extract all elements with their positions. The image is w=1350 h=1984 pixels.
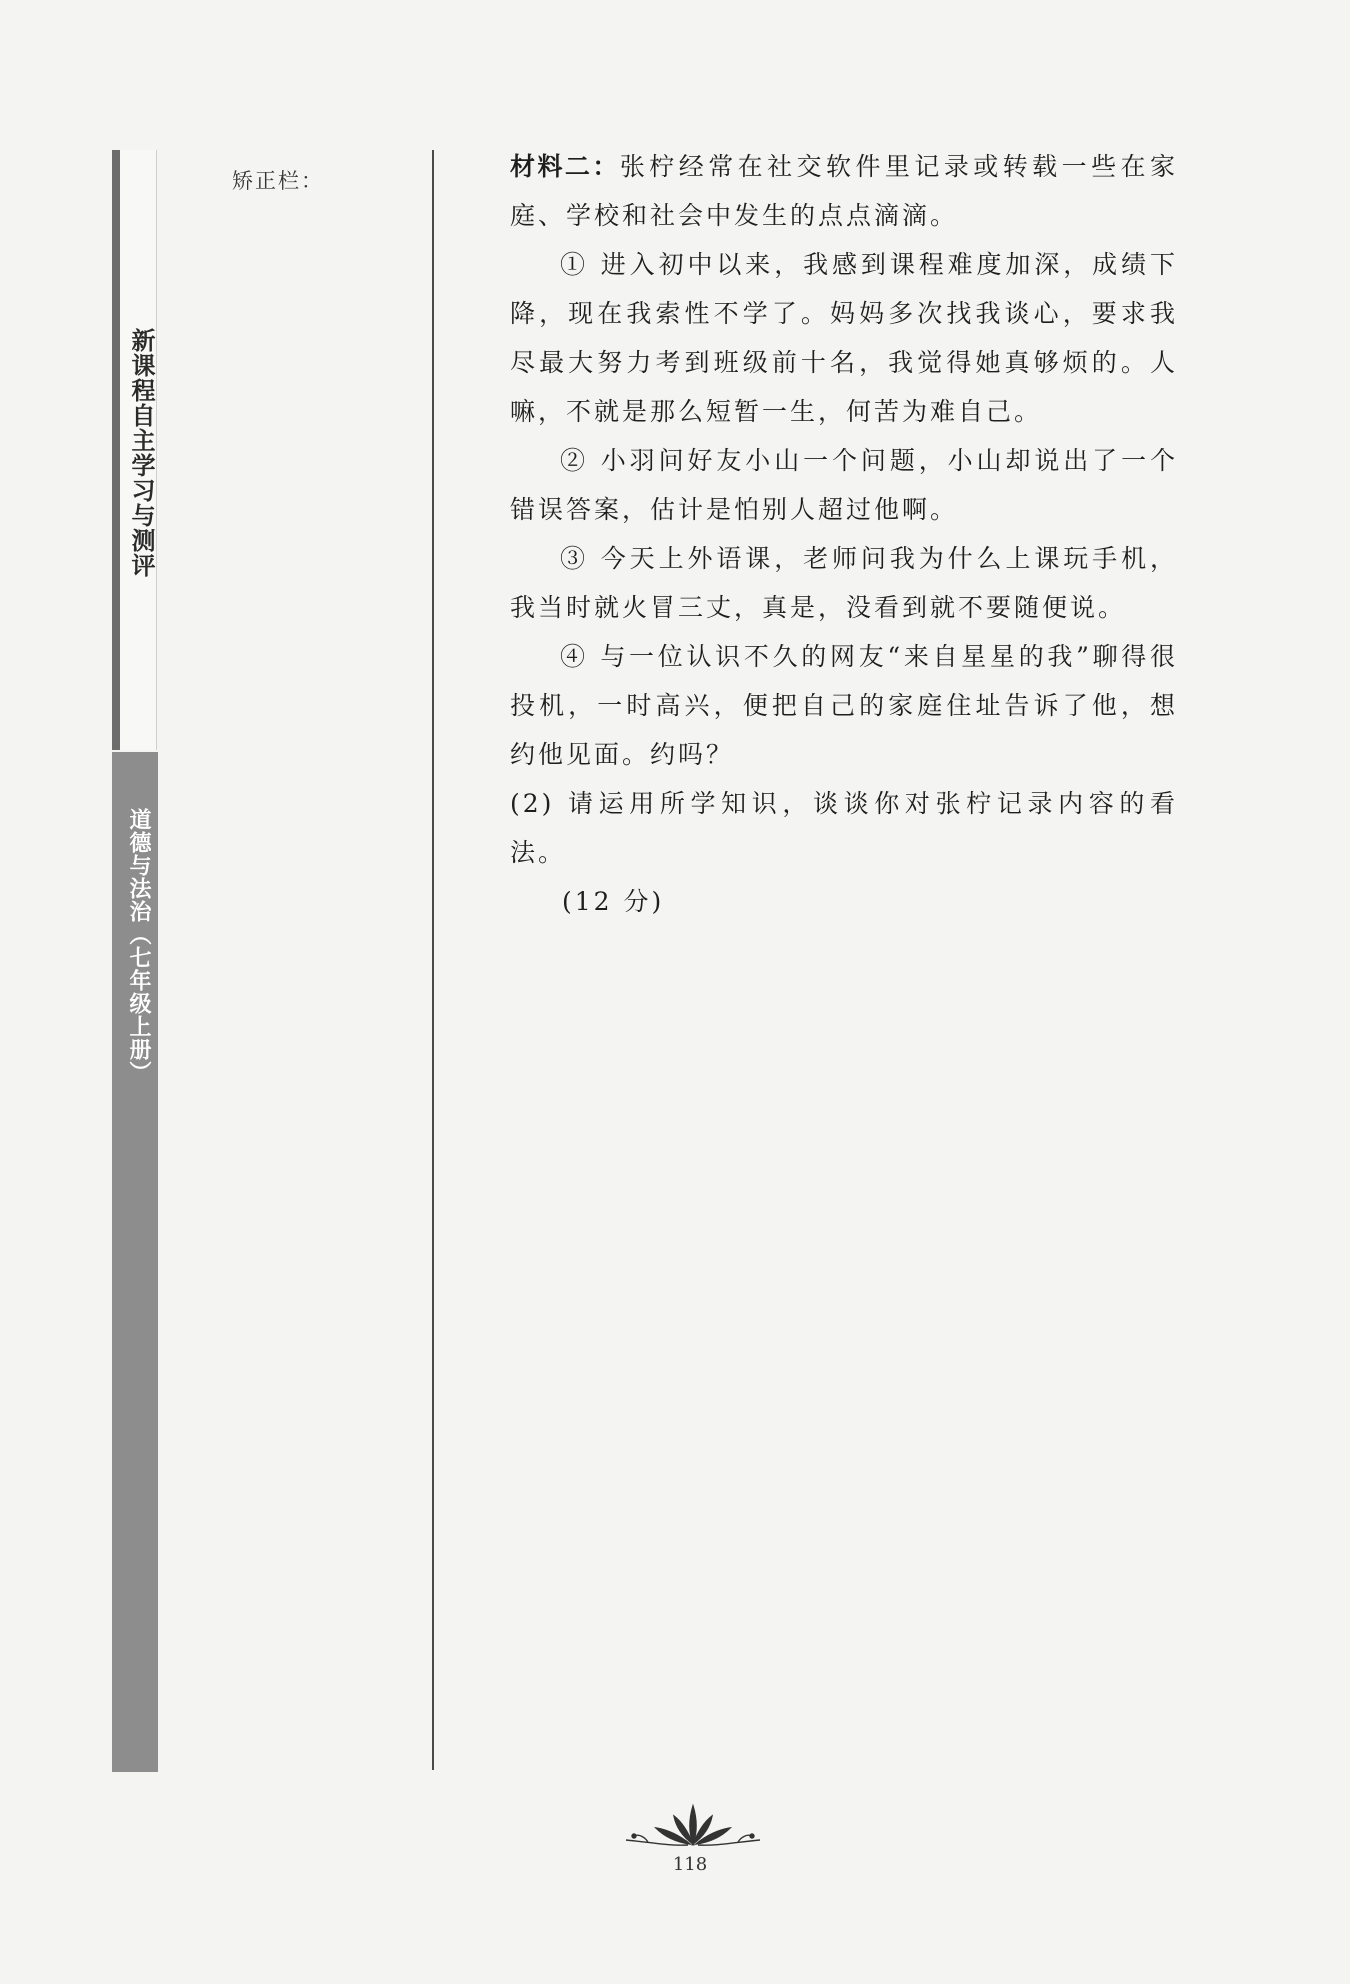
- record-item-4: ④ 与一位认识不久的网友“来自星星的我”聊得很投机，一时高兴，便把自己的家庭住址告诉了他，想约他见面。约吗？: [510, 642, 1178, 769]
- question-score: (12 分): [562, 887, 665, 916]
- question-prompt: (2) 请运用所学知识，谈谈你对张柠记录内容的看法。: [510, 789, 1178, 867]
- record-item-2: ② 小羽问好友小山一个问题，小山却说出了一个错误答案，估计是怕别人超过他啊。: [510, 446, 1178, 524]
- material-paragraph: [510, 142, 1178, 240]
- record-item-3: ③ 今天上外语课，老师问我为什么上课玩手机，我当时就火冒三丈，真是，没看到就不要随便说。: [510, 544, 1178, 622]
- material-intro: 张柠经常在社交软件里记录或转载一些在家庭、学校和社会中发生的点点滴滴。: [510, 152, 1178, 230]
- sidebar-series-title: 新课程自主学习与测评: [127, 328, 155, 578]
- page-number: 118: [672, 1854, 708, 1875]
- question-content: [510, 142, 1178, 926]
- sidebar-subject-title: 道德与法治（七年级上册）: [126, 808, 151, 1084]
- material-label: 材料二：: [510, 152, 620, 181]
- correction-column-divider: [432, 150, 434, 1770]
- floral-ornament-icon: [618, 1800, 768, 1848]
- correction-column-label: 矫正栏：: [232, 169, 324, 193]
- sidebar-dark-edge: [112, 150, 120, 750]
- record-item-1: ① 进入初中以来，我感到课程难度加深，成绩下降，现在我索性不学了。妈妈多次找我谈心，要求我尽最大努力考到班级前十名，我觉得她真够烦的。人嘛，不就是那么短暂一生，何苦为难自己。: [510, 250, 1178, 426]
